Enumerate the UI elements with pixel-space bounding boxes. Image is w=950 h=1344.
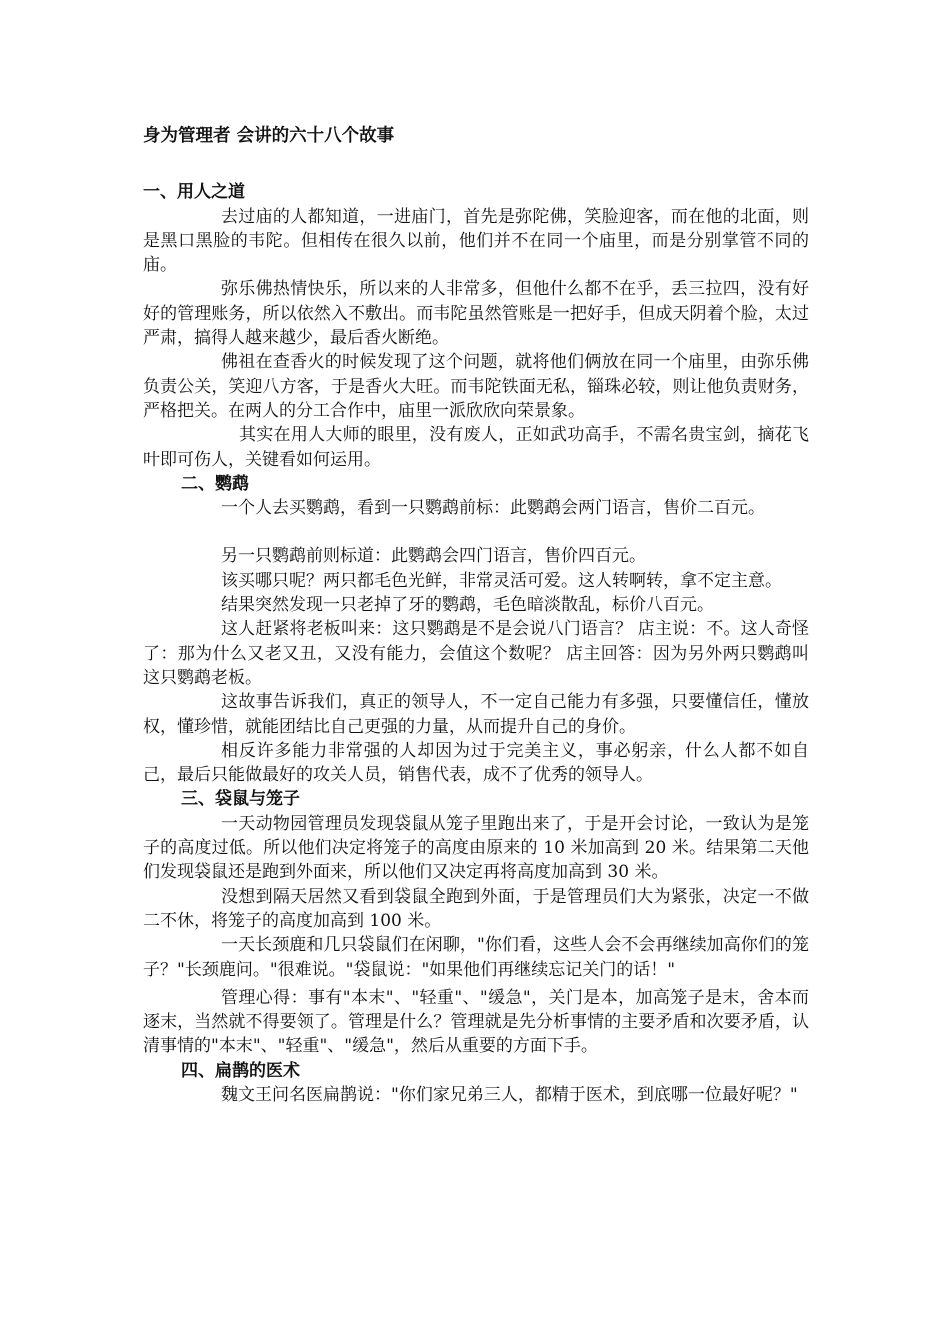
document-title: 身为管理者 会讲的六十八个故事 [143,126,395,146]
paragraph: 魏文王问名医扁鹊说："你们家兄弟三人，都精于医术，到底哪一位最好呢？" [221,1084,798,1105]
paragraph: 相反许多能力非常强的人却因为过于完美主义，事必躬亲，什么人都不如自己，最后只能做最好的攻关人员，销售代表，成不了优秀的领导人。 [143,740,809,786]
paragraph: 结果突然发现一只老掉了牙的鹦鹉，毛色暗淡散乱，标价八百元。 [221,595,714,616]
section-heading-4: 四、扁鹊的医术 [181,1060,300,1081]
paragraph: 一个人去买鹦鹉，看到一只鹦鹉前标：此鹦鹉会两门语言，售价二百元。 [221,498,765,519]
paragraph: 这人赶紧将老板叫来：这只鹦鹉是不是会说八门语言？ 店主说：不。这人奇怪了：那为什么又老又丑，又没有能力，会值这个数呢？ 店主回答：因为另外两只鹦鹉叫这只鹦鹉老板。 [143,619,809,688]
section-heading-3: 三、袋鼠与笼子 [181,789,300,810]
paragraph: 管理心得：事有"本末"、"轻重"、"缓急"，关门是本，加高笼子是末，舍本而逐末，当然就不得要领了。管理是什么？管理就是先分析事情的主要矛盾和次要矛盾，认清事情的"本末"、"轻重"、"缓急"，然后从重要的方面下手。 [143,987,809,1057]
paragraph: 佛祖在查香火的时候发现了这个问题，就将他们俩放在同一个庙里，由弥乐佛负责公关，笑迎八方客，于是香火大旺。而韦陀铁面无私，锱珠必较，则让他负责财务，严格把关。在两人的分工合作中，庙里一派欣欣向荣景象。 [143,352,809,421]
section-heading-1: 一、用人之道 [143,182,245,203]
paragraph: 一天长颈鹿和几只袋鼠们在闲聊，"你们看，这些人会不会再继续加高你们的笼子？"长颈鹿问。"很难说。"袋鼠说："如果他们再继续忘记关门的话！" [143,935,809,980]
paragraph: 去过庙的人都知道，一进庙门，首先是弥陀佛，笑脸迎客，而在他的北面，则是黑口黑脸的韦陀。但相传在很久以前，他们并不在同一个庙里，而是分别掌管不同的庙。 [143,206,809,276]
paragraph: 弥乐佛热情快乐，所以来的人非常多，但他什么都不在乎，丢三拉四，没有好好的管理账务，所以依然入不敷出。而韦陀虽然管账是一把好手，但成天阴着个脸，太过严肃，搞得人越来越少，最后香火断绝。 [143,279,809,349]
paragraph: 没想到隔天居然又看到袋鼠全跑到外面，于是管理员们大为紧张，决定一不做二不休，将笼子的高度加高到 100 米。 [143,886,809,931]
document-page [143,124,809,1107]
paragraph: 另一只鹦鹉前则标道：此鹦鹉会四门语言，售价四百元。 [221,546,646,567]
paragraph: 一天动物园管理员发现袋鼠从笼子里跑出来了，于是开会讨论，一致认为是笼子的高度过低。所以他们决定将笼子的高度由原来的 10 米加高到 20 米。结果第二天他们发现袋鼠还是跑到外面来，所以他们又决定再将高度加高到 30 米。 [143,813,809,883]
paragraph: 该买哪只呢？两只都毛色光鲜，非常灵活可爱。这人转啊转，拿不定主意。 [221,570,782,591]
section-heading-2: 二、鹦鹉 [181,473,249,494]
paragraph: 这故事告诉我们，真正的领导人，不一定自己能力有多强，只要懂信任，懂放权，懂珍惜，就能团结比自己更强的力量，从而提升自己的身价。 [143,692,809,737]
paragraph: 其实在用人大师的眼里，没有废人，正如武功高手，不需名贵宝剑，摘花飞叶即可伤人，关键看如何运用。 [143,425,809,470]
